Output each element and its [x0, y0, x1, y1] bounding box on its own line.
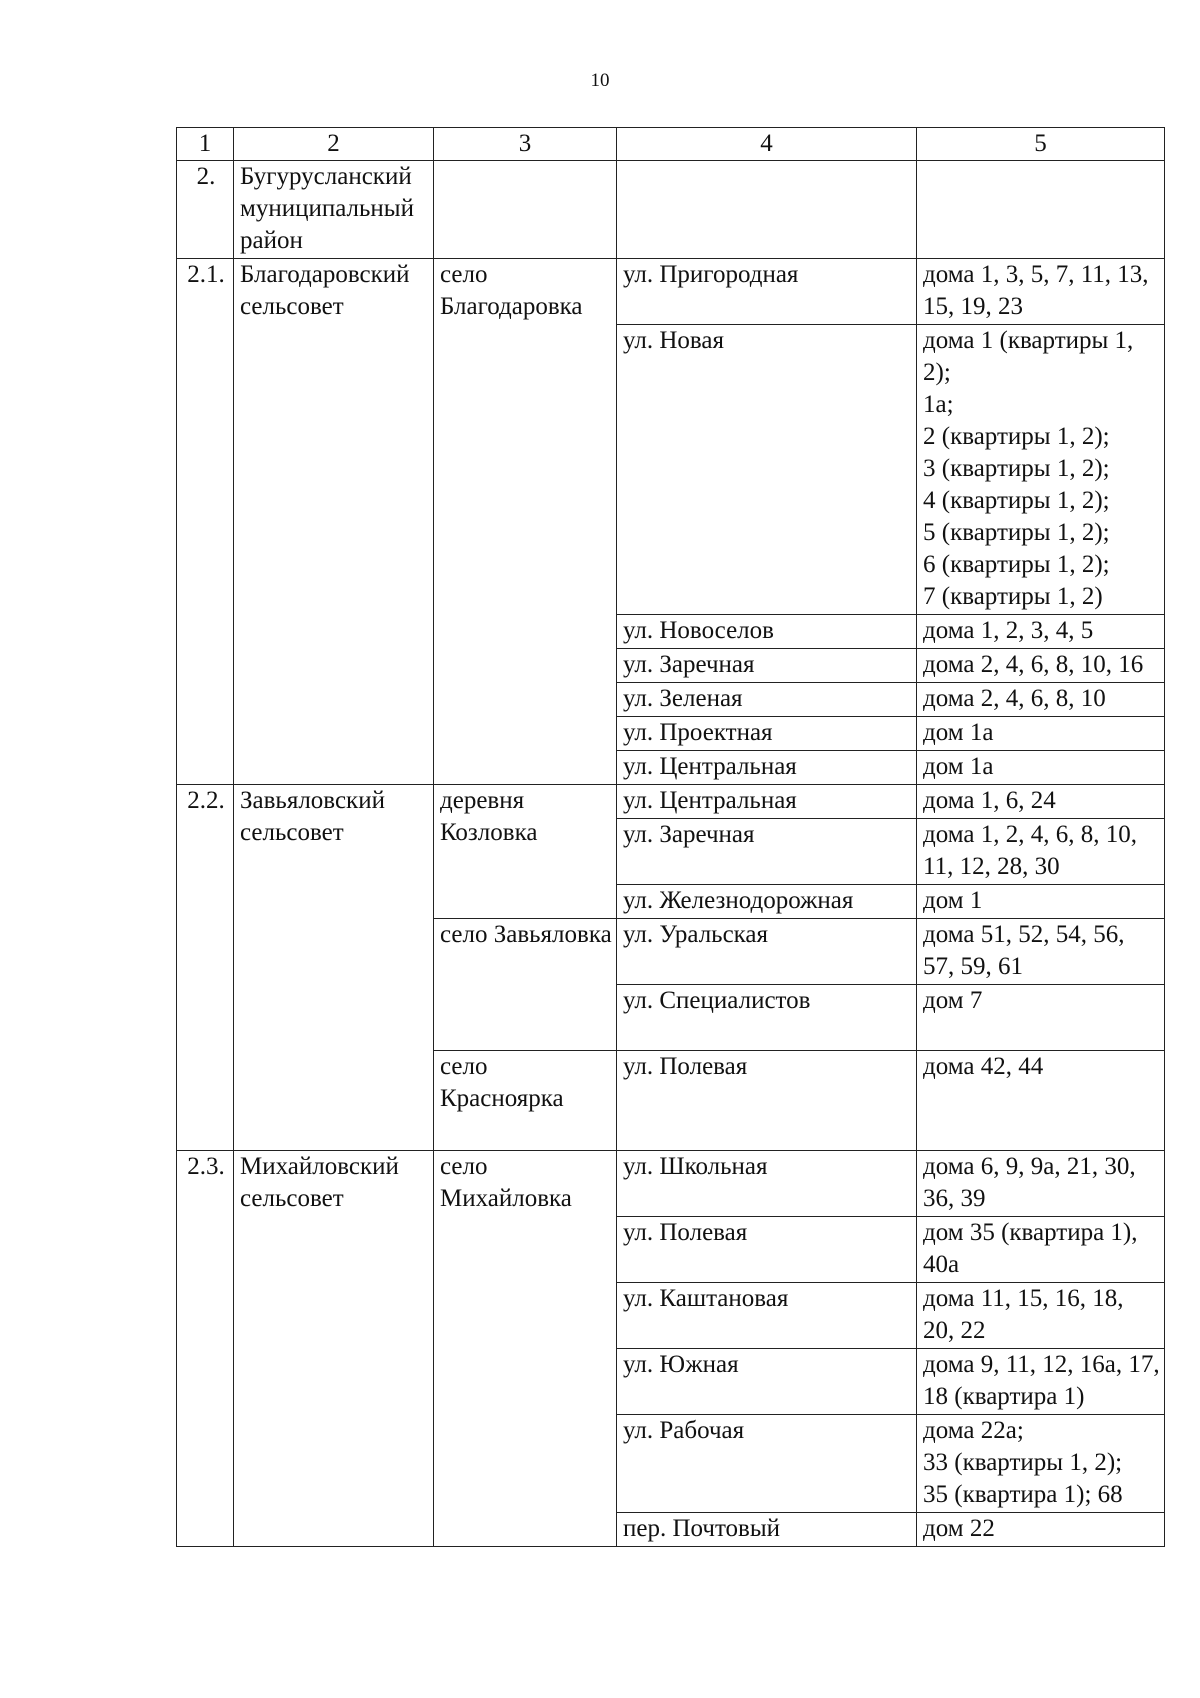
column-header-1: 1: [177, 128, 234, 161]
house-numbers: дома 1, 3, 5, 7, 11, 13, 15, 19, 23: [917, 259, 1165, 325]
house-numbers: дома 1 (квартиры 1, 2); 1а; 2 (квартиры 1, 2); 3 (квартиры 1, 2); 4 (квартиры 1, 2); 5 (квартиры 1, 2); 6 (квартиры 1, 2); 7 (квартиры 1, 2): [917, 325, 1165, 615]
council-number: 2.2.: [177, 785, 234, 1151]
table-row: [177, 785, 1165, 819]
house-numbers: дома 22а; 33 (квартиры 1, 2); 35 (квартира 1); 68: [917, 1415, 1165, 1513]
district-number: 2.: [177, 161, 234, 259]
street-name: ул. Рабочая: [617, 1415, 917, 1513]
street-name: ул. Школьная: [617, 1151, 917, 1217]
council-number: 2.1.: [177, 259, 234, 785]
empty-cell: [434, 161, 617, 259]
street-name: ул. Центральная: [617, 751, 917, 785]
house-numbers: дома 9, 11, 12, 16а, 17, 18 (квартира 1): [917, 1349, 1165, 1415]
house-numbers: дома 2, 4, 6, 8, 10, 16: [917, 649, 1165, 683]
street-name: ул. Новая: [617, 325, 917, 615]
council-name: Завьяловский сельсовет: [234, 785, 434, 1151]
column-header-2: 2: [234, 128, 434, 161]
street-name: ул. Новоселов: [617, 615, 917, 649]
house-numbers: дома 6, 9, 9а, 21, 30, 36, 39: [917, 1151, 1165, 1217]
settlement-name: село Михайловка: [434, 1151, 617, 1547]
house-numbers: дом 1а: [917, 751, 1165, 785]
house-numbers: дома 11, 15, 16, 18, 20, 22: [917, 1283, 1165, 1349]
page-number: 10: [590, 70, 610, 91]
settlement-name: село Красноярка: [434, 1051, 617, 1151]
street-name: ул. Полевая: [617, 1051, 917, 1151]
address-table: [176, 127, 1165, 1547]
column-header-3: 3: [434, 128, 617, 161]
settlement-name: село Благодаровка: [434, 259, 617, 785]
street-name: ул. Южная: [617, 1349, 917, 1415]
council-name: Михайловский сельсовет: [234, 1151, 434, 1547]
column-header-4: 4: [617, 128, 917, 161]
street-name: ул. Заречная: [617, 819, 917, 885]
table-row: [177, 1151, 1165, 1217]
house-numbers: дома 2, 4, 6, 8, 10: [917, 683, 1165, 717]
column-header-5: 5: [917, 128, 1165, 161]
house-numbers: дома 1, 2, 3, 4, 5: [917, 615, 1165, 649]
street-name: ул. Проектная: [617, 717, 917, 751]
street-name: ул. Полевая: [617, 1217, 917, 1283]
street-name: ул. Железнодорожная: [617, 885, 917, 919]
house-numbers: дома 42, 44: [917, 1051, 1165, 1151]
street-name: ул. Центральная: [617, 785, 917, 819]
street-name: ул. Каштановая: [617, 1283, 917, 1349]
street-name: ул. Зеленая: [617, 683, 917, 717]
house-numbers: дома 51, 52, 54, 56, 57, 59, 61: [917, 919, 1165, 985]
empty-cell: [917, 161, 1165, 259]
house-numbers: дома 1, 6, 24: [917, 785, 1165, 819]
street-name: пер. Почтовый: [617, 1513, 917, 1547]
header-row: [177, 128, 1165, 161]
table-row: [177, 259, 1165, 325]
street-name: ул. Заречная: [617, 649, 917, 683]
house-numbers: дом 35 (квартира 1), 40а: [917, 1217, 1165, 1283]
street-name: ул. Пригородная: [617, 259, 917, 325]
house-numbers: дом 1: [917, 885, 1165, 919]
house-numbers: дом 1а: [917, 717, 1165, 751]
house-numbers: дом 22: [917, 1513, 1165, 1547]
council-name: Благодаровский сельсовет: [234, 259, 434, 785]
settlement-name: село Завьяловка: [434, 919, 617, 1051]
district-row: [177, 161, 1165, 259]
street-name: ул. Специалистов: [617, 985, 917, 1051]
street-name: ул. Уральская: [617, 919, 917, 985]
empty-cell: [617, 161, 917, 259]
council-number: 2.3.: [177, 1151, 234, 1547]
house-numbers: дома 1, 2, 4, 6, 8, 10, 11, 12, 28, 30: [917, 819, 1165, 885]
district-name: Бугурусланский муниципальный район: [234, 161, 434, 259]
house-numbers: дом 7: [917, 985, 1165, 1051]
settlement-name: деревня Козловка: [434, 785, 617, 919]
